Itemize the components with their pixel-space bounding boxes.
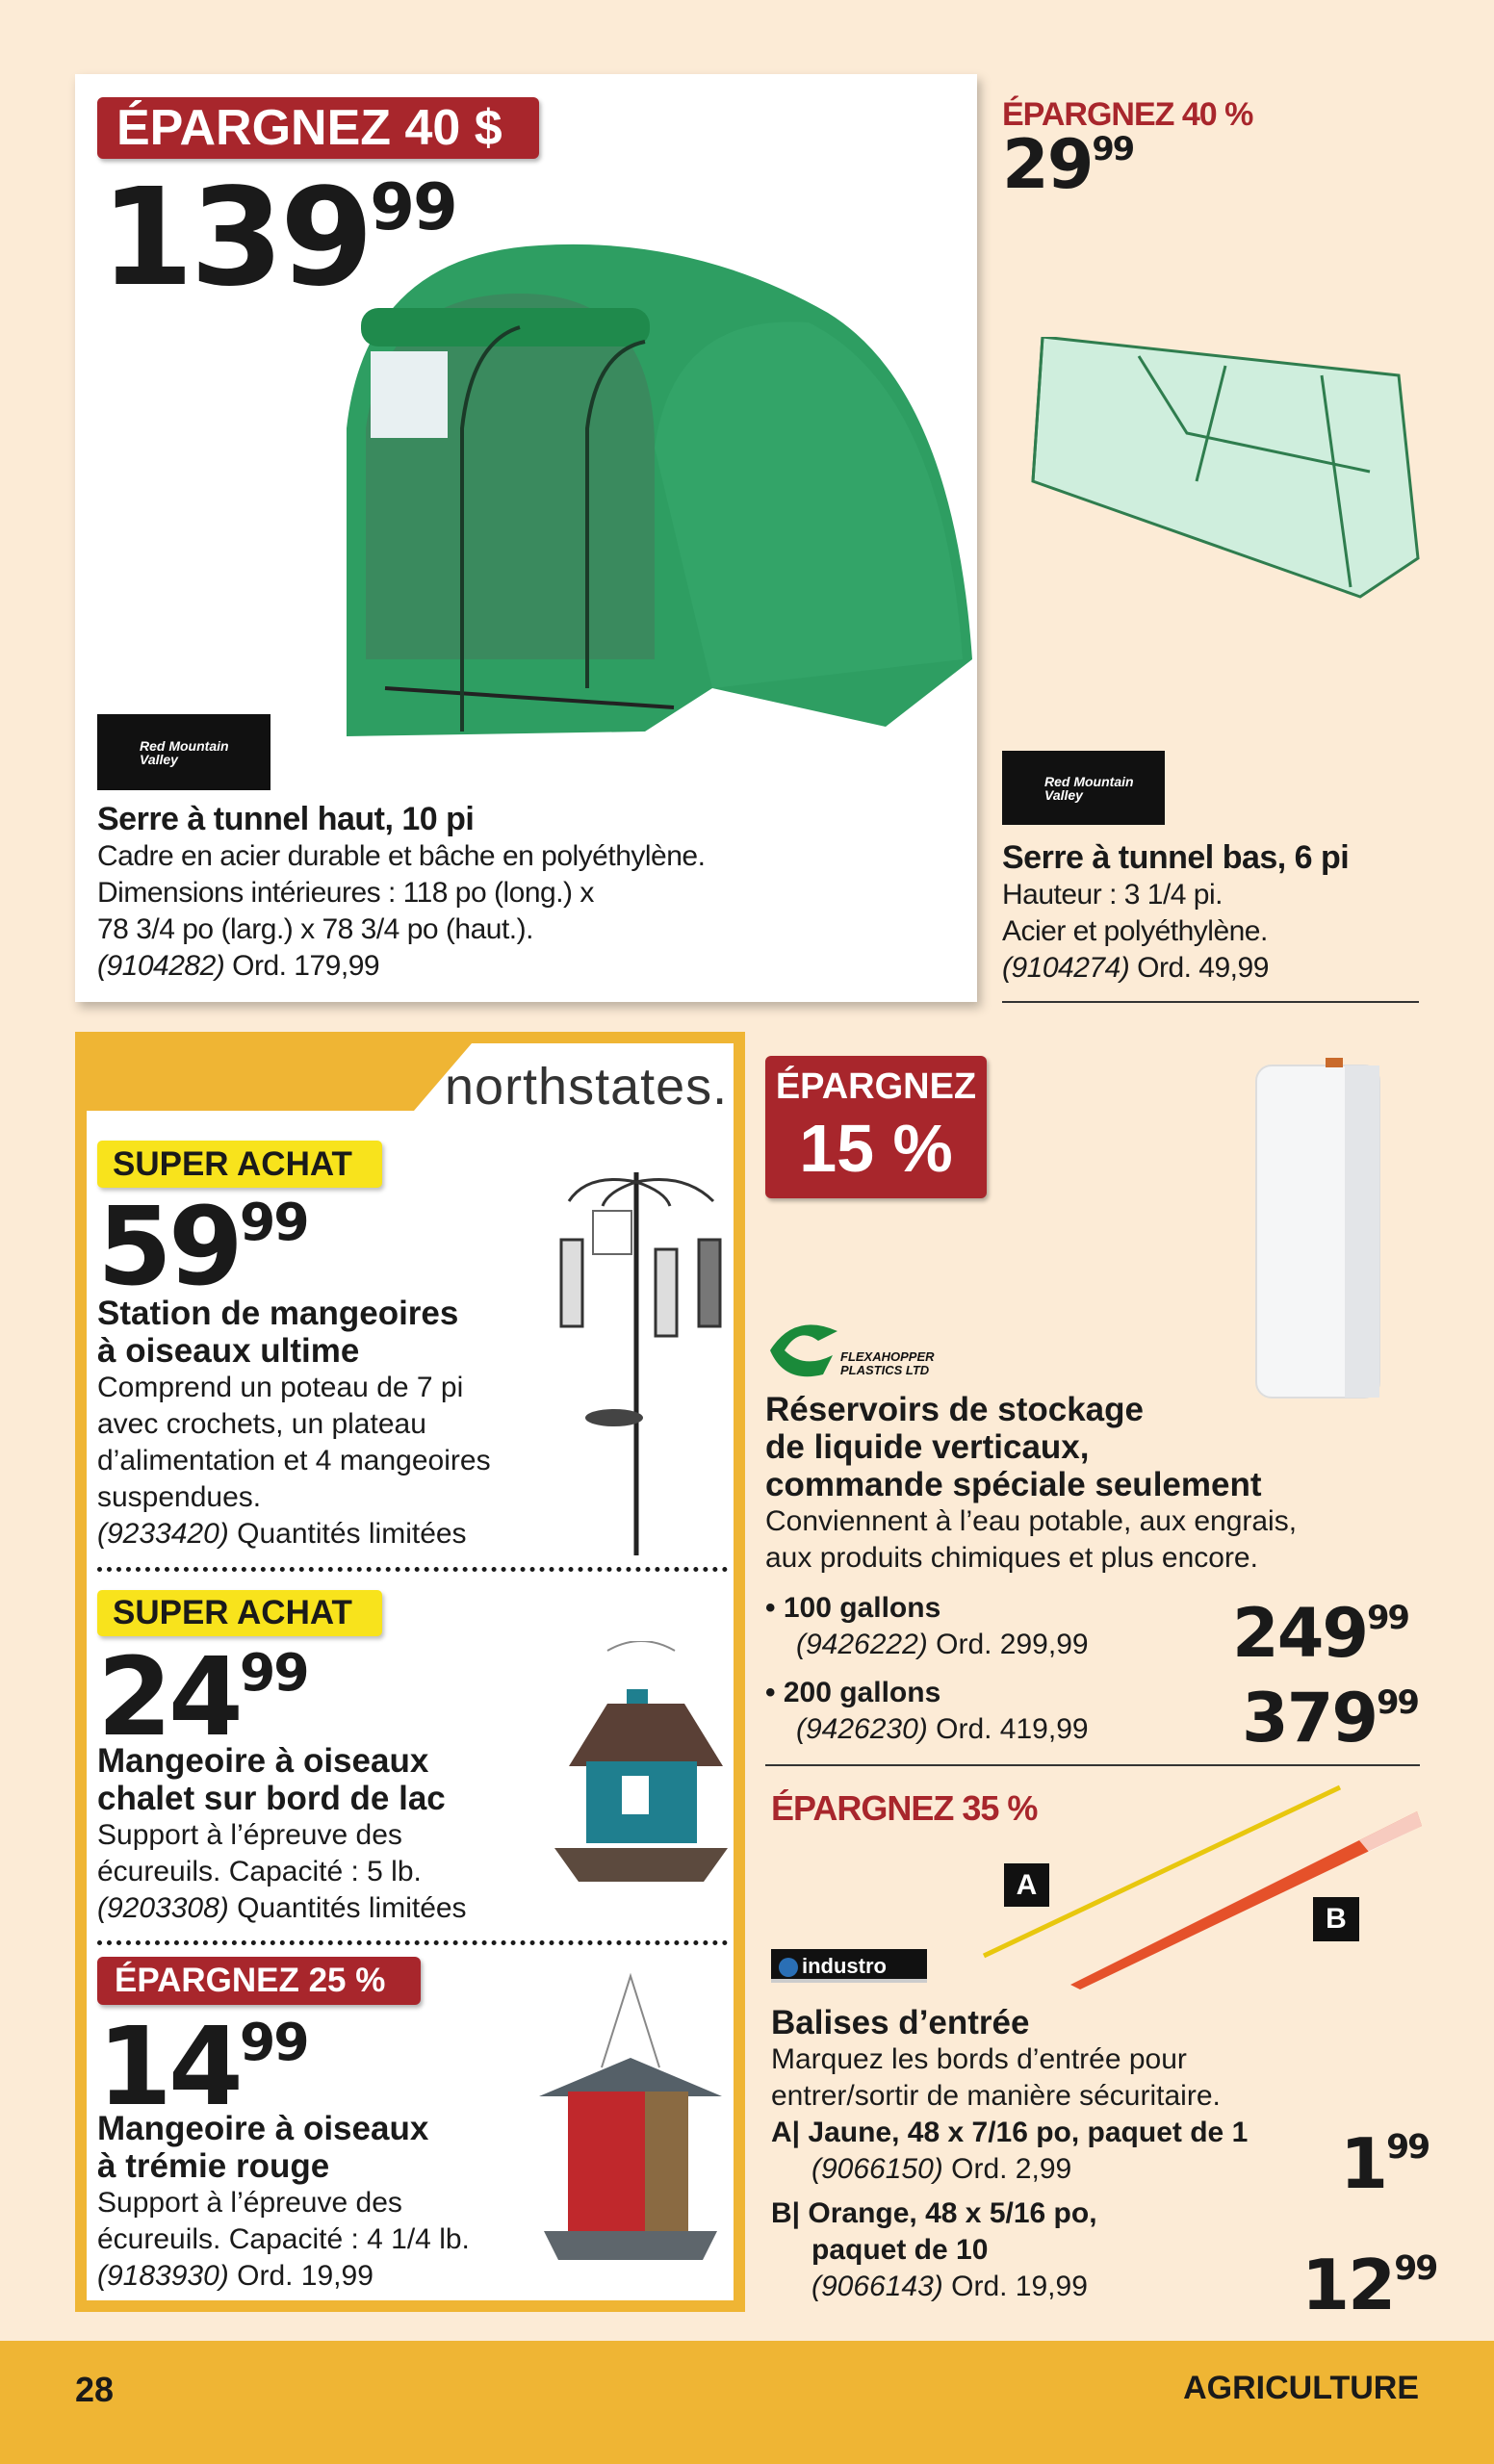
desc-line: Support à l’épreuve des bbox=[97, 2187, 402, 2219]
red-hopper-feeder-image bbox=[534, 1971, 727, 2265]
regular-price: Ord. 19,99 bbox=[237, 2260, 374, 2292]
price: $249^{99}$ bbox=[1232, 1594, 1408, 1673]
desc-line: écureuils. Capacité : 5 lb. bbox=[97, 1856, 422, 1887]
product-title: à oiseaux ultime bbox=[97, 1332, 360, 1370]
flexahopper-icon bbox=[765, 1307, 842, 1380]
product-title: Station de mangeoires bbox=[97, 1295, 459, 1332]
super-achat-badge: SUPER ACHAT bbox=[97, 1590, 382, 1636]
product-details bbox=[97, 801, 964, 985]
sku: (9104282) bbox=[97, 950, 225, 982]
divider bbox=[1002, 1001, 1419, 1003]
price-cents: 99 bbox=[370, 169, 456, 245]
price: $24^{99}$ bbox=[97, 1635, 308, 1760]
desc-line: 78 3/4 po (larg.) x 78 3/4 po (haut.). bbox=[97, 913, 533, 945]
option-100-gallons: • 100 gallons (9426222) Ord. 299,99 bbox=[765, 1592, 1089, 1660]
regular-price: Ord. 179,99 bbox=[232, 950, 380, 982]
savings-badge: ÉPARGNEZ 40 $ bbox=[97, 97, 539, 159]
price: $29^{99}$ bbox=[1002, 125, 1134, 204]
chalet-bird-feeder-image bbox=[550, 1641, 733, 1886]
desc-line: Dimensions intérieures : 118 po (long.) x bbox=[97, 877, 594, 909]
product-title: Réservoirs de stockage bbox=[765, 1391, 1144, 1428]
desc-line: entrer/sortir de manière sécuritaire. bbox=[771, 2080, 1221, 2112]
bird-feeder-station-image bbox=[550, 1163, 733, 1557]
dotted-divider bbox=[97, 1940, 728, 1945]
desc-line: Conviennent à l’eau potable, aux engrais, bbox=[765, 1505, 1298, 1537]
desc-line: Marquez les bords d’entrée pour bbox=[771, 2043, 1187, 2075]
storage-tank-image bbox=[1249, 1056, 1385, 1407]
savings-label: ÉPARGNEZ 40 % bbox=[1002, 96, 1253, 133]
price: $12^{99}$ bbox=[1301, 2245, 1437, 2325]
price: $379^{99}$ bbox=[1242, 1679, 1418, 1758]
divider bbox=[765, 1764, 1420, 1766]
product-title: de liquide verticaux, bbox=[765, 1428, 1090, 1466]
brand-logo-red-mountain-valley: Red Mountain Valley bbox=[1002, 751, 1165, 825]
product-title: à trémie rouge bbox=[97, 2147, 330, 2185]
savings-badge bbox=[765, 1056, 987, 1198]
product-title: Mangeoire à oiseaux bbox=[97, 2110, 429, 2147]
product-details bbox=[1002, 839, 1426, 987]
badge-line: ÉPARGNEZ bbox=[775, 1066, 977, 1107]
price: $1^{99}$ bbox=[1340, 2123, 1430, 2204]
industro-icon bbox=[779, 1958, 798, 1977]
label-b: B bbox=[1313, 1897, 1359, 1941]
super-achat-badge: SUPER ACHAT bbox=[97, 1141, 382, 1188]
desc-line: avec crochets, un plateau bbox=[97, 1408, 426, 1440]
product-details bbox=[765, 1391, 1430, 1577]
footer-band bbox=[0, 2341, 1494, 2464]
brand-logo-red-mountain-valley: Red Mountain Valley bbox=[97, 714, 270, 790]
savings-badge: ÉPARGNEZ 25 % bbox=[97, 1957, 421, 2005]
product-details bbox=[97, 1295, 559, 1553]
desc-line: Support à l’épreuve des bbox=[97, 1819, 402, 1851]
tall-greenhouse-image bbox=[289, 236, 982, 741]
price: $59^{99}$ bbox=[97, 1185, 308, 1310]
desc-line: d’alimentation et 4 mangeoires bbox=[97, 1445, 491, 1476]
option-200-gallons: • 200 gallons (9426230) Ord. 419,99 bbox=[765, 1677, 1089, 1745]
low-greenhouse-image bbox=[1014, 337, 1423, 616]
product-details bbox=[97, 1742, 559, 1927]
brand-logo-flexahopper: FLEXAHOPPER PLASTICS LTD bbox=[765, 1307, 958, 1380]
desc-line: Cadre en acier durable et bâche en polyéthylène. bbox=[97, 840, 706, 872]
product-title: chalet sur bord de lac bbox=[97, 1780, 446, 1817]
section-title: AGRICULTURE bbox=[1183, 2370, 1419, 2406]
product-title: commande spéciale seulement bbox=[765, 1466, 1262, 1503]
regular-price: Ord. 49,99 bbox=[1137, 952, 1269, 984]
desc-line: suspendues. bbox=[97, 1481, 262, 1513]
sku: (9104274) bbox=[1002, 952, 1130, 984]
price-int: 139 bbox=[100, 160, 371, 317]
desc-line: Acier et polyéthylène. bbox=[1002, 915, 1268, 947]
sku: (9183930) bbox=[97, 2260, 229, 2292]
desc-line: Comprend un poteau de 7 pi bbox=[97, 1372, 464, 1403]
brand-logo-industro: industro bbox=[771, 1949, 927, 1983]
desc-line: écureuils. Capacité : 4 1/4 lb. bbox=[97, 2223, 470, 2255]
northstates-logo: northstates. bbox=[445, 1058, 729, 1116]
product-details: Balises d’entrée Marquez les bords d’entrée pour entrer/sortir de manière sécuritaire. A| Jaune, 48 x 7/16 po, paquet de 1 (9066150) Ord. 2,99 B| Orange, 48 x 5/16 po, paquet de 10 (9066143) Ord. 19,99 bbox=[771, 2004, 1435, 2305]
sku: (9233420) bbox=[97, 1518, 229, 1550]
desc-line: aux produits chimiques et plus encore. bbox=[765, 1542, 1258, 1574]
product-title: Balises d’entrée bbox=[771, 2004, 1030, 2041]
sku: (9203308) bbox=[97, 1892, 229, 1924]
badge-percent: 15 % bbox=[799, 1111, 953, 1186]
product-title: Serre à tunnel haut, 10 pi bbox=[97, 801, 475, 837]
page-number: 28 bbox=[75, 2370, 115, 2409]
label-a: A bbox=[1004, 1863, 1049, 1907]
price: $14^{99}$ bbox=[97, 2005, 308, 2130]
product-title: Mangeoire à oiseaux bbox=[97, 1742, 429, 1780]
product-title: Serre à tunnel bas, 6 pi bbox=[1002, 839, 1350, 876]
savings-label: ÉPARGNEZ 35 % bbox=[771, 1788, 1038, 1828]
desc-line: Hauteur : 3 1/4 pi. bbox=[1002, 879, 1223, 911]
note: Quantités limitées bbox=[237, 1518, 467, 1550]
dotted-divider bbox=[97, 1567, 728, 1572]
note: Quantités limitées bbox=[237, 1892, 467, 1924]
product-details bbox=[97, 2110, 559, 2295]
